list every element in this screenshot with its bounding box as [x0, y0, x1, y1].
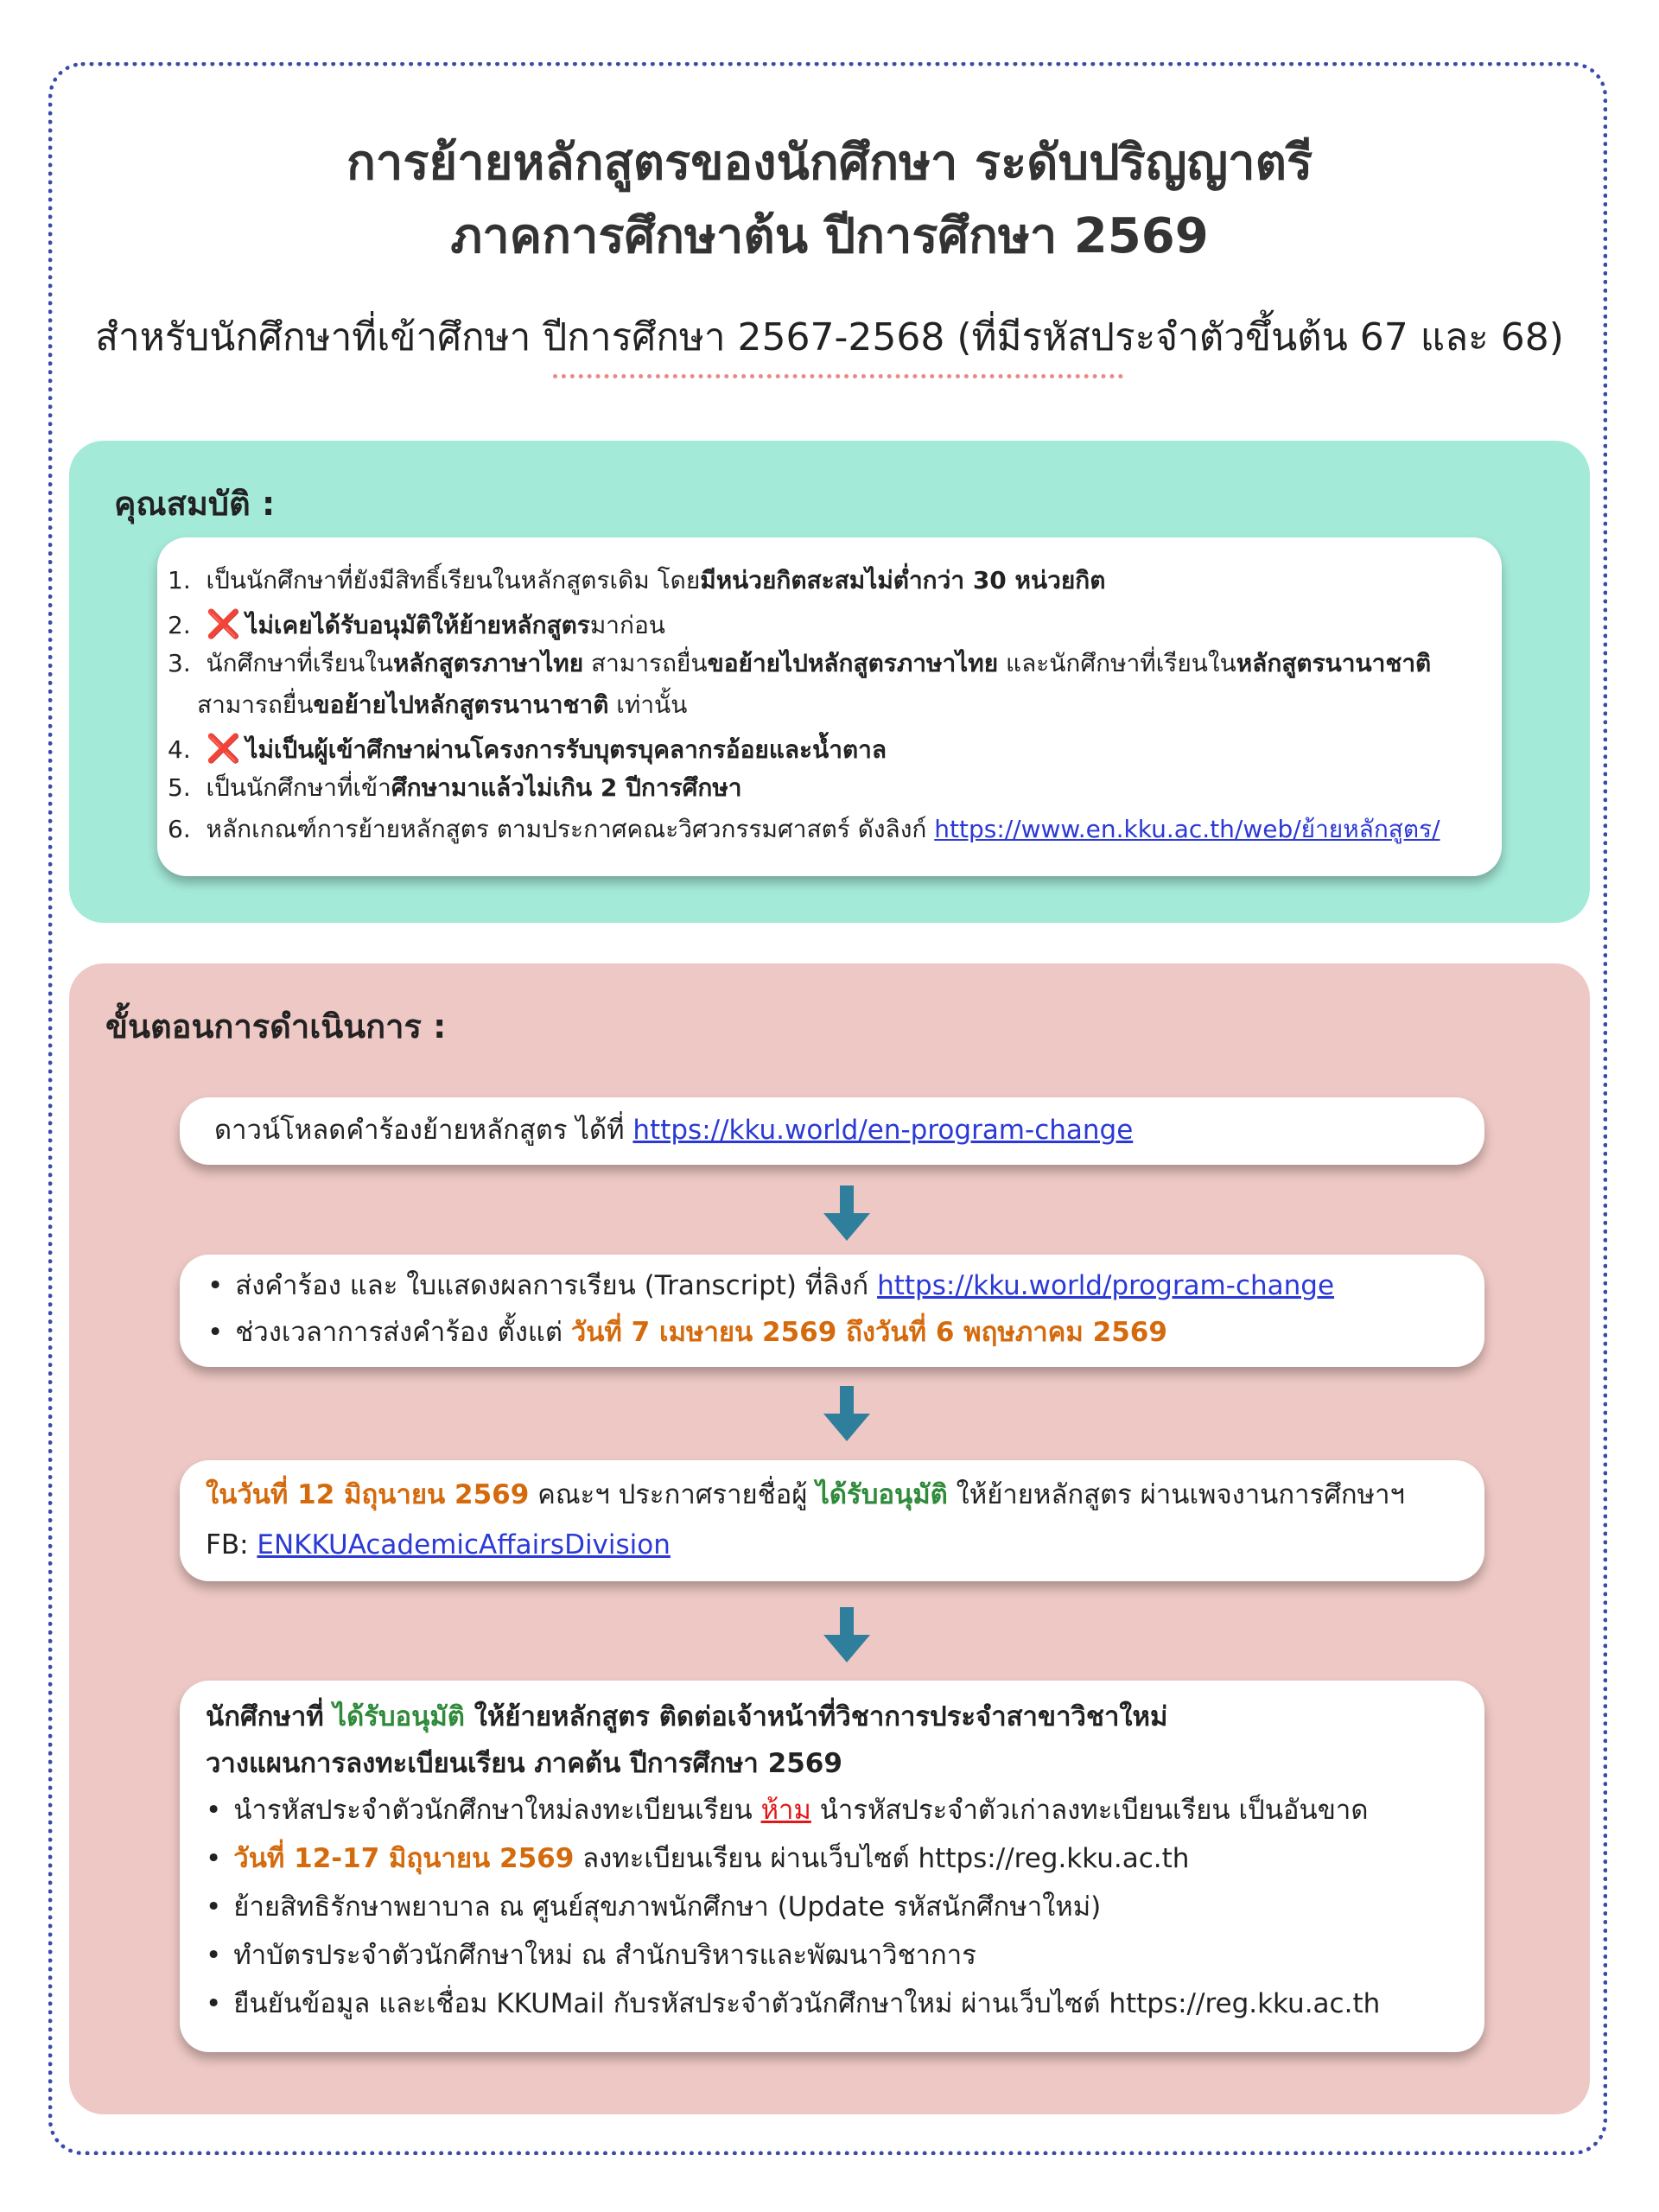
- page-title-line1: การย้ายหลักสูตรของนักศึกษา ระดับปริญญาตรี: [346, 135, 1313, 191]
- qualifications-card: [157, 537, 1502, 876]
- step-4-heading-line-2: วางแผนการลงทะเบียนเรียน ภาคต้น ปีการศึกษา 2569: [206, 1748, 842, 1779]
- facebook-page-link[interactable]: ENKKUAcademicAffairsDivision: [257, 1529, 671, 1560]
- step-4-bullet-3: • ย้ายสิทธิรักษาพยาบาล ณ ศูนย์สุขภาพนักศึกษา (Update รหัสนักศึกษาใหม่): [206, 1891, 1102, 1923]
- step-1-card: [180, 1097, 1484, 1165]
- step-3-card: [180, 1460, 1484, 1581]
- forbidden-label: ห้าม: [760, 1795, 811, 1826]
- qualification-item-2: 2. ❌ ไม่เคยได้รับอนุมัติให้ย้ายหลักสูตรมาก่อน: [168, 607, 665, 640]
- arrow-down-icon: [817, 1184, 877, 1244]
- submission-period-date: วันที่ 7 เมษายน 2569 ถึงวันที่ 6 พฤษภาคม 2569: [570, 1317, 1167, 1348]
- step-3-line-2: FB: ENKKUAcademicAffairsDivision: [206, 1529, 671, 1560]
- step-2-line-1: • ส่งคำร้อง และ ใบแสดงผลการเรียน (Transcript) ที่ลิงก์ https://kku.world/program-change: [207, 1270, 1335, 1301]
- qualification-item-5: 5. เป็นนักศึกษาที่เข้าศึกษามาแล้วไม่เกิน 2 ปีการศึกษา: [168, 773, 742, 802]
- qualification-item-6: 6. หลักเกณฑ์การย้ายหลักสูตร ตามประกาศคณะวิศวกรรมศาสตร์ ดังลิงก์ https://www.en.kku.ac.th/web/ย้ายหลักสูตร/: [168, 815, 1440, 843]
- step-4-bullet-1: • นำรหัสประจำตัวนักศึกษาใหม่ลงทะเบียนเรียน ห้าม นำรหัสประจำตัวเก่าลงทะเบียนเรียน เป็นอันขาด: [206, 1795, 1369, 1826]
- registration-date: วันที่ 12-17 มิถุนายน 2569: [233, 1843, 575, 1874]
- step-4-heading-line-1: นักศึกษาที่ ได้รับอนุมัติ ให้ย้ายหลักสูตร ติดต่อเจ้าหน้าที่วิชาการประจำสาขาวิชาใหม่: [206, 1701, 1168, 1732]
- step-3-line-1: ในวันที่ 12 มิถุนายน 2569 คณะฯ ประกาศรายชื่อผู้ ได้รับอนุมัติ ให้ย้ายหลักสูตร ผ่านเพจงานการศึกษาฯ: [206, 1479, 1405, 1510]
- submit-request-link[interactable]: https://kku.world/program-change: [877, 1270, 1335, 1301]
- approved-label: ได้รับอนุมัติ: [816, 1479, 948, 1510]
- steps-heading: ขั้นตอนการดำเนินการ :: [105, 1007, 447, 1046]
- announcement-date: ในวันที่ 12 มิถุนายน 2569: [206, 1479, 530, 1510]
- page-title-line2: ภาคการศึกษาต้น ปีการศึกษา 2569: [450, 208, 1209, 264]
- approved-label: ได้รับอนุมัติ: [333, 1701, 465, 1732]
- steps-panel: [69, 963, 1590, 2114]
- cross-mark-icon: ❌: [206, 732, 241, 765]
- qualification-item-4: 4. ❌ ไม่เป็นผู้เข้าศึกษาผ่านโครงการรับบุตรบุคลากรอ้อยและน้ำตาล: [168, 732, 887, 765]
- step-1-text: ดาวน์โหลดคำร้องย้ายหลักสูตร ได้ที่ https://kku.world/en-program-change: [214, 1115, 1134, 1146]
- arrow-down-icon: [817, 1384, 877, 1445]
- qualifications-panel: [69, 441, 1590, 923]
- step-4-bullet-4: • ทำบัตรประจำตัวนักศึกษาใหม่ ณ สำนักบริหารและพัฒนาวิชาการ: [206, 1940, 976, 1971]
- qualifications-heading: คุณสมบัติ :: [114, 485, 276, 523]
- qualification-item-3-continued: สามารถยื่นขอย้ายไปหลักสูตรนานาชาติ เท่านั้น: [197, 690, 688, 719]
- en-kku-program-change-link[interactable]: https://www.en.kku.ac.th/web/ย้ายหลักสูตร/: [934, 815, 1440, 843]
- step-4-card: [180, 1681, 1484, 2052]
- decorative-dotted-divider: [553, 374, 1123, 378]
- step-4-bullet-5: • ยืนยันข้อมูล และเชื่อม KKUMail กับรหัสประจำตัวนักศึกษาใหม่ ผ่านเว็บไซต์ https://reg.kku.ac.th: [206, 1988, 1381, 2019]
- download-form-link[interactable]: https://kku.world/en-program-change: [632, 1115, 1134, 1146]
- cross-mark-icon: ❌: [206, 607, 241, 640]
- step-2-card: [180, 1255, 1484, 1367]
- step-2-line-2: • ช่วงเวลาการส่งคำร้อง ตั้งแต่ วันที่ 7 เมษายน 2569 ถึงวันที่ 6 พฤษภาคม 2569: [207, 1317, 1167, 1348]
- step-4-bullet-2: • วันที่ 12-17 มิถุนายน 2569 ลงทะเบียนเรียน ผ่านเว็บไซต์ https://reg.kku.ac.th: [206, 1843, 1190, 1874]
- arrow-down-icon: [817, 1605, 877, 1666]
- page-subtitle: สำหรับนักศึกษาที่เข้าศึกษา ปีการศึกษา 2567-2568 (ที่มีรหัสประจำตัวขึ้นต้น 67 และ 68): [95, 315, 1564, 359]
- qualification-item-3: 3. นักศึกษาที่เรียนในหลักสูตรภาษาไทย สามารถยื่นขอย้ายไปหลักสูตรภาษาไทย และนักศึกษาที่เรียนในหลักสูตรนานาชาติ: [168, 649, 1432, 677]
- qualification-item-1: 1. เป็นนักศึกษาที่ยังมีสิทธิ์เรียนในหลักสูตรเดิม โดยมีหน่วยกิตสะสมไม่ต่ำกว่า 30 หน่วยกิต: [168, 566, 1106, 594]
